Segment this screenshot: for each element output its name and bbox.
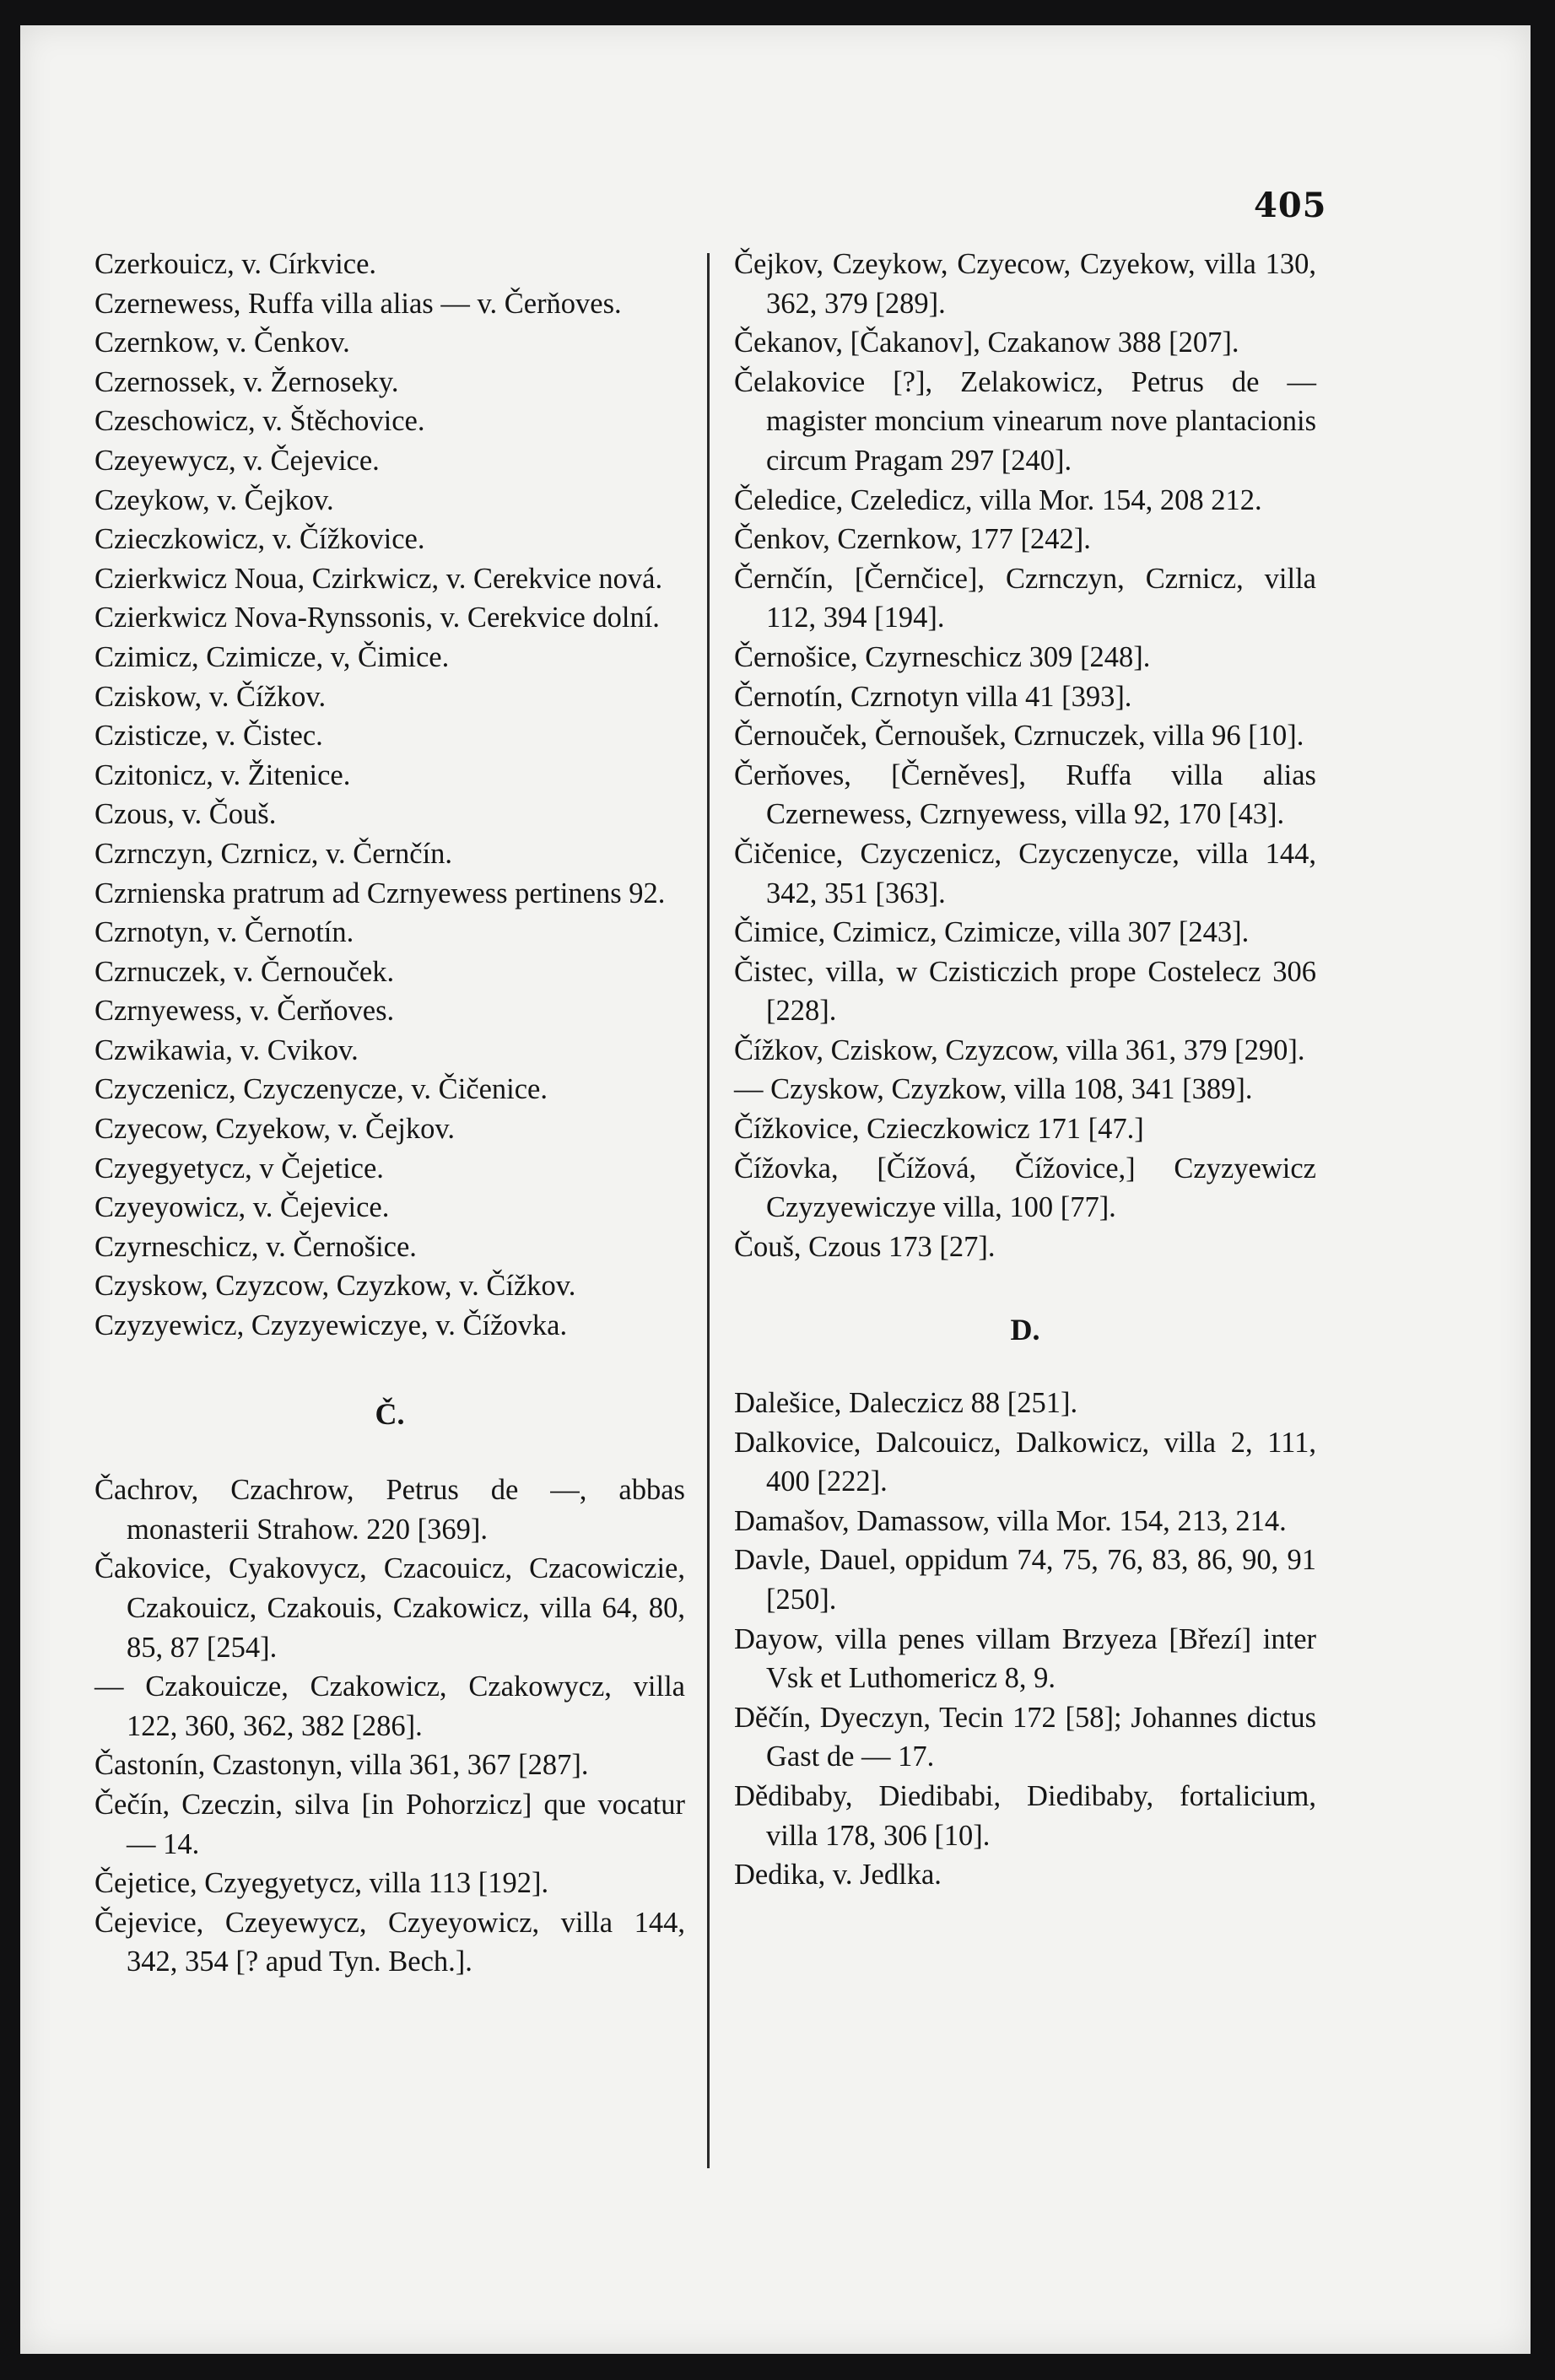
- index-entry: Czrnczyn, Czrnicz, v. Černčín.: [94, 837, 453, 870]
- right-d-entries: [734, 1384, 1316, 1895]
- index-entry: Czernkow, v. Čenkov.: [94, 327, 350, 359]
- index-entry: Čerňoves, [Černěves], Ruffa villa alias Czernewess, Czrnyewess, villa 92, 170 [43].: [734, 758, 1316, 831]
- index-entry: Czwikawia, v. Cvikov.: [94, 1033, 359, 1066]
- index-entry: Czeschowicz, v. Štěchovice.: [94, 405, 425, 438]
- index-entry: Czieczkowicz, v. Čížkovice.: [94, 523, 425, 556]
- index-entry: Čížovka, [Čížová, Čížovice,] Czyzyewicz Czyzyewiczye villa, 100 [77].: [734, 1152, 1316, 1224]
- index-entry: Čížkov, Cziskow, Czyzcow, villa 361, 379 [290].: [734, 1033, 1305, 1066]
- index-entry: Czyskow, Czyzcow, Czyzkow, v. Čížkov.: [94, 1270, 576, 1303]
- index-entry: Czyczenicz, Czyczenycze, v. Čičenice.: [94, 1073, 548, 1106]
- index-entry: Czrnotyn, v. Černotín.: [94, 916, 354, 949]
- index-entry: Čelakovice [?], Zelakowicz, Petrus de — magister moncium vinearum nove plantacionis circum Pragam 297 [240].: [734, 365, 1316, 477]
- index-entry: Dědibaby, Diedibabi, Diedibaby, fortalicium, villa 178, 306 [10].: [734, 1779, 1316, 1852]
- index-entry: — Czyskow, Czyzkow, villa 108, 341 [389].: [734, 1073, 1253, 1106]
- index-entry: Čížkovice, Czieczkowicz 171 [47.]: [734, 1113, 1144, 1146]
- index-entry: Černotín, Czrnotyn villa 41 [393].: [734, 680, 1132, 713]
- index-entry: Czimicz, Czimicze, v, Čimice.: [94, 640, 450, 673]
- index-entry: Černčín, [Černčice], Czrnczyn, Czrnicz, villa 112, 394 [194].: [734, 562, 1316, 634]
- index-entry: Czyzyewicz, Czyzyewiczye, v. Čížovka.: [94, 1309, 568, 1342]
- index-entry: Čouš, Czous 173 [27].: [734, 1230, 996, 1263]
- index-entry: Czierkwicz Nova-Rynssonis, v. Cerekvice dolní.: [94, 602, 660, 634]
- index-entry: Dalkovice, Dalcouicz, Dalkowicz, villa 2, 111, 400 [222].: [734, 1426, 1316, 1498]
- index-entry: — Czakouicze, Czakowicz, Czakowycz, villa 122, 360, 362, 382 [286].: [94, 1670, 685, 1742]
- index-entry: Czrnyewess, v. Čerňoves.: [94, 995, 395, 1028]
- index-entry: Černošice, Czyrneschicz 309 [248].: [734, 640, 1151, 673]
- index-entry: Čenkov, Czernkow, 177 [242].: [734, 523, 1091, 556]
- index-entry: Čejkov, Czeykow, Czyecow, Czyekow, villa 130, 362, 379 [289].: [734, 248, 1316, 320]
- left-c-entries: [94, 245, 685, 1346]
- index-entry: Davle, Dauel, oppidum 74, 75, 76, 83, 86, 90, 91 [250].: [734, 1544, 1316, 1616]
- index-entry: Czyecow, Czyekow, v. Čejkov.: [94, 1113, 455, 1146]
- index-entry: Czyegyetycz, v Čejetice.: [94, 1152, 384, 1185]
- index-entry: Czitonicz, v. Žitenice.: [94, 758, 351, 791]
- index-entry: Czrnienska pratrum ad Czrnyewess pertinens 92.: [94, 877, 666, 909]
- index-entry: Czerkouicz, v. Církvice.: [94, 248, 377, 280]
- index-entry: Damašov, Damassow, villa Mor. 154, 213, 214.: [734, 1504, 1287, 1537]
- index-entry: Čekanov, [Čakanov], Czakanow 388 [207].: [734, 327, 1239, 359]
- column-divider: [707, 253, 710, 2168]
- index-entry: Czernossek, v. Žernoseky.: [94, 365, 399, 398]
- index-entry: Čeledice, Czeledicz, villa Mor. 154, 208 212.: [734, 483, 1262, 516]
- index-entry: Czeyewycz, v. Čejevice.: [94, 444, 380, 477]
- right-column: [734, 245, 1316, 1895]
- index-entry: Czyrneschicz, v. Černošice.: [94, 1230, 417, 1263]
- index-entry: Czisticze, v. Čistec.: [94, 720, 323, 753]
- index-entry: Čimice, Czimicz, Czimicze, villa 307 [243].: [734, 916, 1250, 949]
- index-entry: Čečín, Czeczin, silva [in Pohorzicz] que vocatur — 14.: [94, 1788, 685, 1860]
- index-entry: Dayow, villa penes villam Brzyeza [Březí] inter Vsk et Luthomericz 8, 9.: [734, 1622, 1316, 1695]
- right-ch-entries: [734, 245, 1316, 1266]
- index-entry: Čejetice, Czyegyetycz, villa 113 [192].: [94, 1867, 549, 1900]
- index-entry: Czyeyowicz, v. Čejevice.: [94, 1191, 390, 1224]
- left-ch-entries: [94, 1471, 685, 1982]
- index-entry: Čachrov, Czachrow, Petrus de —, abbas monasterii Strahow. 220 [369].: [94, 1474, 685, 1546]
- index-entry: Czierkwicz Noua, Czirkwicz, v. Cerekvice nová.: [94, 562, 663, 595]
- index-entry: Czeykow, v. Čejkov.: [94, 483, 334, 516]
- index-entry: Čejevice, Czeyewycz, Czyeyowicz, villa 144, 342, 354 [? apud Tyn. Bech.].: [94, 1906, 685, 1978]
- index-entry: Cziskow, v. Čížkov.: [94, 680, 327, 713]
- index-entry: Dalešice, Daleczicz 88 [251].: [734, 1387, 1078, 1420]
- index-entry: Dedika, v. Jedlka.: [734, 1859, 942, 1892]
- section-heading-c-caron: Č.: [375, 1396, 405, 1431]
- section-heading-d: D.: [1010, 1313, 1040, 1347]
- page-number: 405: [1254, 186, 1327, 225]
- left-column: [94, 245, 685, 1982]
- index-entry: Czous, v. Čouš.: [94, 798, 277, 831]
- index-entry: Častonín, Czastonyn, villa 361, 367 [287].: [94, 1749, 589, 1782]
- index-entry: Čakovice, Cyakovycz, Czacouicz, Czacowiczie, Czakouicz, Czakouis, Czakowicz, villa 64, 80, 85, 87 [254].: [94, 1552, 685, 1664]
- index-entry: Čistec, villa, w Czisticzich prope Costelecz 306 [228].: [734, 955, 1316, 1028]
- index-entry: Czrnuczek, v. Černouček.: [94, 955, 395, 988]
- index-entry: Čičenice, Czyczenicz, Czyczenycze, villa 144, 342, 351 [363].: [734, 837, 1316, 909]
- index-entry: Černouček, Černoušek, Czrnuczek, villa 96 [10].: [734, 720, 1304, 753]
- index-entry: Děčín, Dyeczyn, Tecin 172 [58]; Johannes dictus Gast de — 17.: [734, 1701, 1316, 1773]
- index-entry: Czernewess, Ruffa villa alias — v. Čerňoves.: [94, 287, 622, 320]
